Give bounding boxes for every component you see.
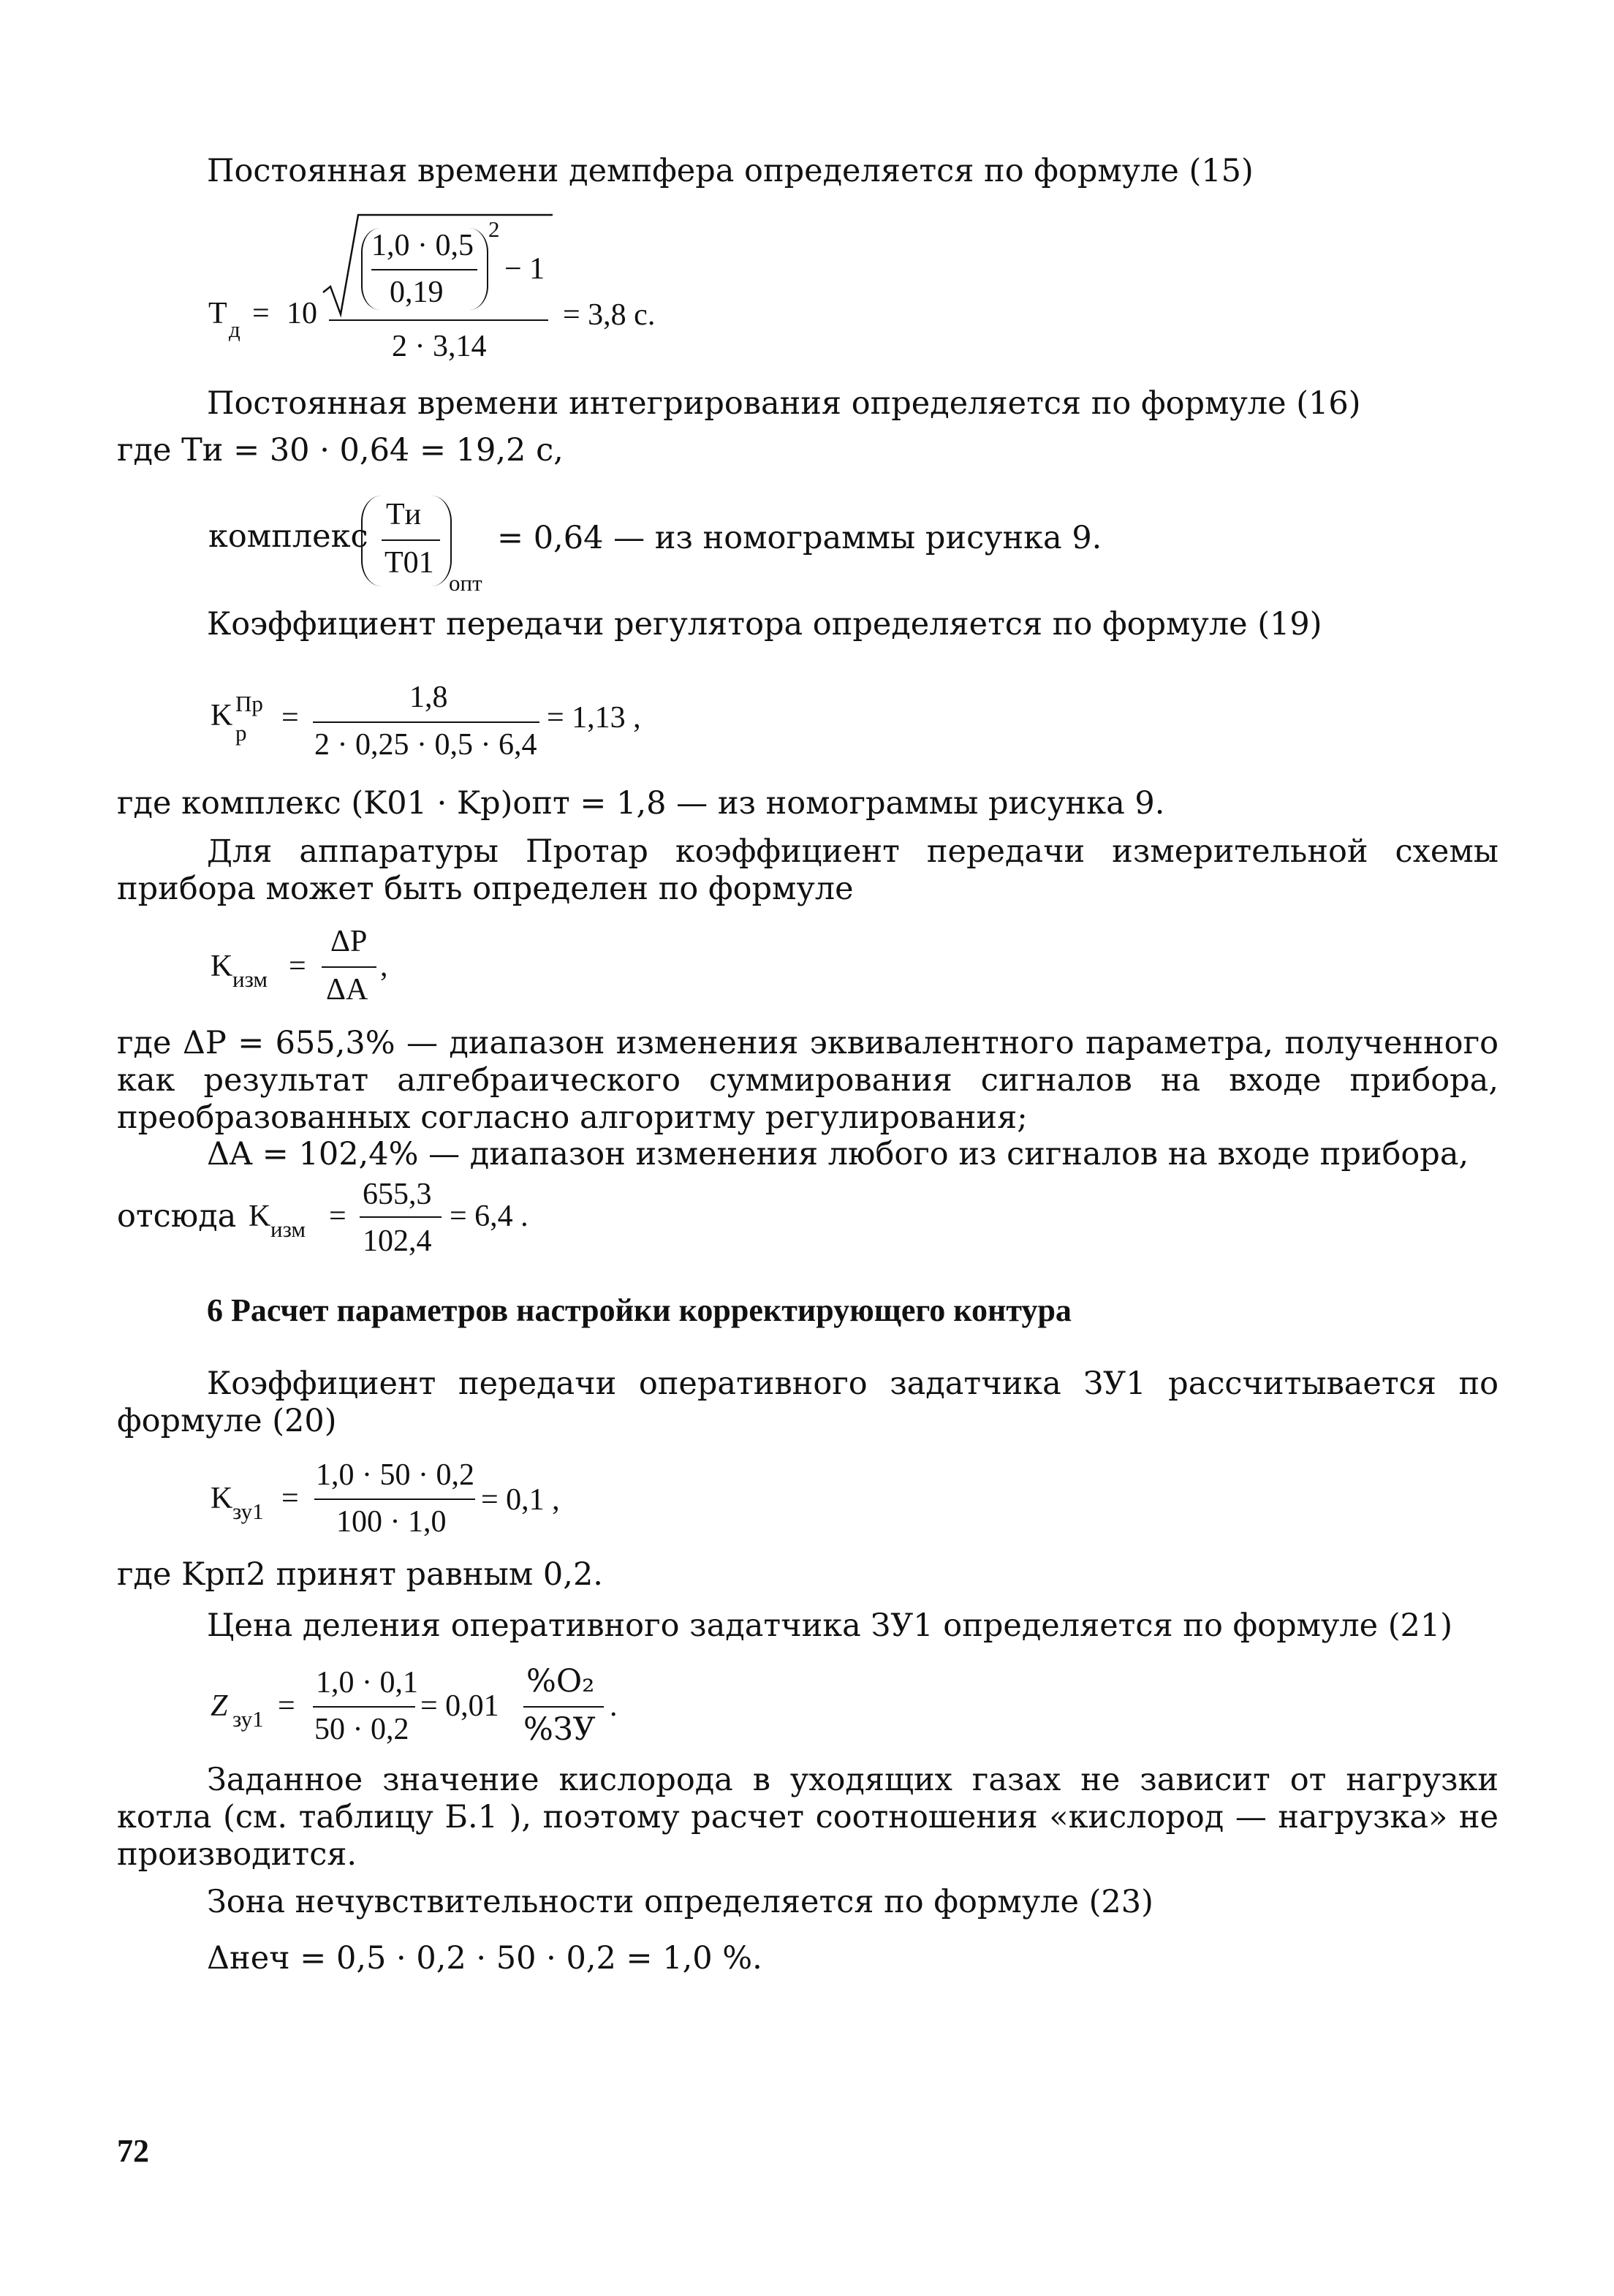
f21-mid: = 0,01 — [420, 1689, 499, 1723]
f15-inner-den: 0,19 — [390, 276, 444, 309]
f21-den: 50 · 0,2 — [314, 1713, 409, 1746]
f15-lhs-sub: д — [229, 317, 240, 342]
complex-den: T01 — [384, 546, 434, 580]
kizm-eq: = — [289, 950, 306, 983]
f19-den: 2 · 0,25 · 0,5 · 6,4 — [314, 728, 537, 762]
f20-bar — [314, 1499, 475, 1500]
f19-bar — [313, 721, 539, 723]
f21-unit-bar — [523, 1706, 604, 1708]
f21-num: 1,0 · 0,1 — [316, 1666, 418, 1700]
complex-rest: = 0,64 — из номограммы рисунка 9. — [497, 520, 1102, 556]
f20-num: 1,0 · 50 · 0,2 — [316, 1458, 474, 1492]
f15-lhs: T — [208, 297, 227, 330]
kizm-lhs: K — [211, 950, 233, 983]
complex-num: Tи — [386, 498, 422, 531]
f19-lhs-sup: Пр — [235, 691, 263, 716]
f19-num: 1,8 — [409, 681, 448, 714]
f19-lhs: K — [211, 699, 233, 732]
f21-tail: . — [610, 1689, 618, 1723]
kizm-num: ΔP — [330, 925, 368, 958]
f21-lhs-sub: зу1 — [232, 1706, 264, 1732]
f20-result: = 0,1 , — [481, 1483, 560, 1517]
complex-sub: опт — [449, 570, 482, 596]
paragraph-zu1-division: Цена деления оперативного задатчика ЗУ1 определяется по формуле (21) — [207, 1607, 1453, 1644]
complex-left-paren — [361, 496, 382, 586]
otsyuda-den: 102,4 — [363, 1224, 432, 1258]
paragraph-delta-a: ΔA = 102,4% — диапазон изменения любого из сигналов на входе прибора, — [207, 1136, 1469, 1172]
paragraph-ti-value: где Tи = 30 · 0,64 = 19,2 с, — [117, 432, 564, 469]
kizm-bar — [322, 966, 376, 968]
paragraph-damper-time: Постоянная времени демпфера определяется по формуле (15) — [207, 153, 1254, 189]
otsyuda-eq: = — [329, 1200, 346, 1233]
f15-minus-one: − 1 — [504, 252, 545, 286]
kizm-den: ΔA — [326, 973, 368, 1007]
paragraph-complex-k: где комплекс (K01 · Kр)опт = 1,8 — из номограммы рисунка 9. — [117, 785, 1165, 822]
complex-label: комплекс — [208, 518, 368, 555]
f15-coef: 10 — [287, 297, 317, 330]
f15-inner-bar — [371, 269, 477, 270]
f21-bar — [313, 1706, 415, 1708]
f19-result: = 1,13 , — [547, 701, 641, 735]
f21-unit-num: %O₂ — [526, 1663, 595, 1700]
f15-result: = 3,8 с. — [563, 298, 656, 332]
f20-lhs: K — [211, 1482, 233, 1515]
otsyuda-result: = 6,4 . — [450, 1200, 528, 1233]
otsyuda-lhs-sub: изм — [270, 1216, 306, 1242]
otsyuda-num: 655,3 — [363, 1178, 432, 1211]
f21-unit-den: %ЗУ — [523, 1711, 596, 1748]
kizm-lhs-sub: изм — [232, 966, 268, 992]
f15-den: 2 · 3,14 — [392, 330, 487, 363]
f19-eq: = — [281, 701, 299, 735]
paragraph-delta-p: где ΔP = 655,3% — диапазон изменения эквивалентного параметра, полученного как результат алгебраического суммирования сигналов на входе прибора, преобразованных согласно алгоритму регулирования; — [117, 1025, 1499, 1136]
f15-power: 2 — [488, 216, 500, 242]
f20-eq: = — [281, 1482, 299, 1515]
f19-lhs-sub: р — [235, 720, 247, 746]
paragraph-regulator-coef: Коэффициент передачи регулятора определяется по формуле (19) — [207, 606, 1322, 643]
otsyuda-lhs: K — [249, 1200, 271, 1233]
otsyuda-bar — [360, 1216, 442, 1218]
f15-right-paren — [469, 228, 488, 310]
f21-lhs: Z — [211, 1689, 228, 1723]
paragraph-deadband: Зона нечувствительности определяется по формуле (23) — [207, 1884, 1153, 1920]
paragraph-oxygen: Заданное значение кислорода в уходящих газах не зависит от нагрузки котла (см. таблицу Б.1 ), поэтому расчет соотношения «кислород — нагрузка» не производится. — [117, 1762, 1499, 1873]
paragraph-integration-time: Постоянная времени интегрирования определяется по формуле (16) — [207, 385, 1361, 422]
f20-lhs-sub: зу1 — [232, 1499, 264, 1524]
f15-inner-num: 1,0 · 0,5 — [371, 229, 474, 262]
f20-den: 100 · 1,0 — [336, 1505, 447, 1539]
paragraph-zu1-coef: Коэффициент передачи оперативного задатчика ЗУ1 рассчитывается по формуле (20) — [117, 1365, 1499, 1439]
page-number: 72 — [117, 2133, 149, 2169]
f15-main-bar — [329, 319, 548, 321]
section-heading: 6 Расчет параметров настройки корректирующего контура — [207, 1292, 1072, 1328]
formula-23-result: Δнеч = 0,5 · 0,2 · 50 · 0,2 = 1,0 %. — [207, 1940, 762, 1977]
f21-eq: = — [278, 1689, 295, 1723]
paragraph-krp2: где Kрп2 принят равным 0,2. — [117, 1556, 603, 1593]
f15-eq: = — [252, 297, 270, 330]
paragraph-protar: Для аппаратуры Протар коэффициент передачи измерительной схемы прибора может быть определен по формуле — [117, 833, 1499, 907]
kizm-tail: , — [380, 950, 388, 983]
otsyuda-label: отсюда — [117, 1198, 237, 1235]
